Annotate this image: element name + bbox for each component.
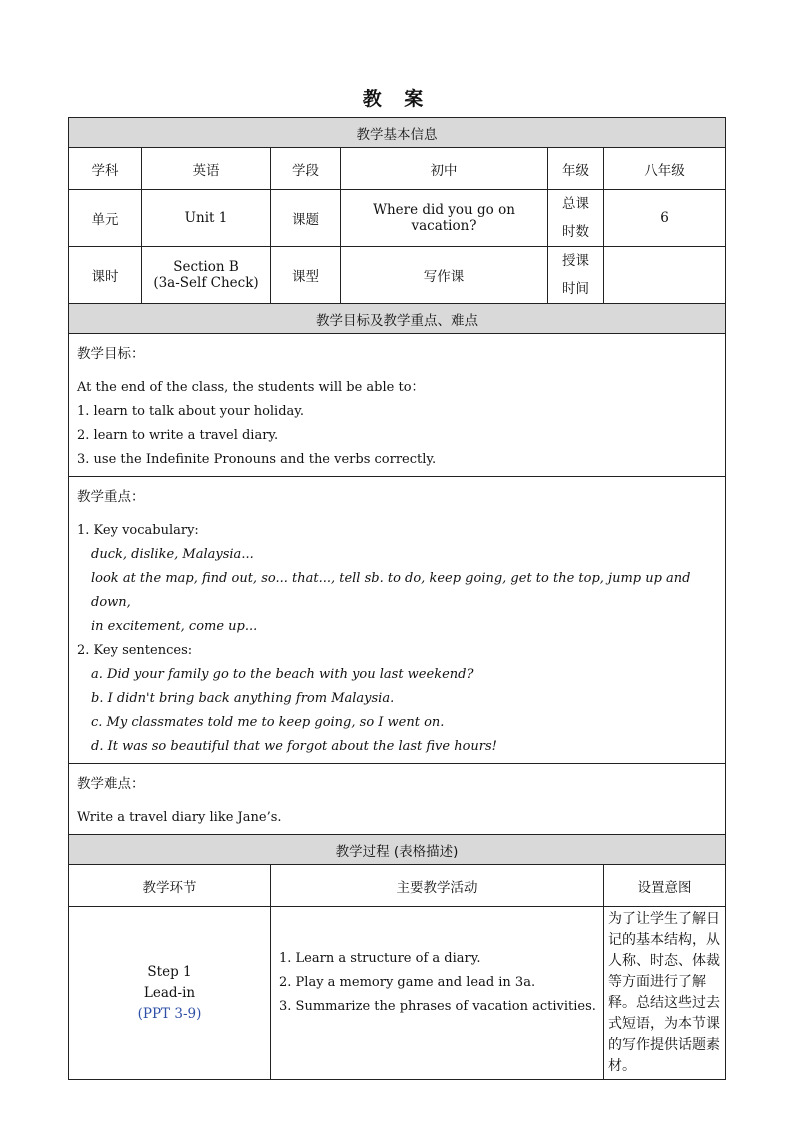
header-step: 教学环节	[69, 865, 271, 907]
unit-value: Unit 1	[142, 190, 271, 247]
step1-activities-cell	[271, 907, 604, 1080]
class-time-label	[548, 247, 604, 304]
period-line-1: Section B	[173, 259, 239, 275]
key-sentence: a. Did your family go to the beach with you last weekend?	[91, 667, 474, 682]
grade-label: 年级	[548, 148, 604, 190]
difficulty-heading: 教学难点：	[77, 776, 145, 792]
subject-label: 学科	[69, 148, 142, 190]
step1-sub: Lead-in	[143, 984, 196, 1001]
vocab-line: duck, dislike, Malaysia...	[91, 547, 254, 562]
topic-label: 课题	[271, 190, 341, 247]
period-line-2: (3a-Self Check)	[153, 275, 259, 291]
subject-value: 英语	[142, 148, 271, 190]
class-time-value	[604, 247, 726, 304]
document-title: 教 案	[362, 88, 432, 110]
step1-name: Step 1	[147, 963, 192, 980]
objective-item: 3. use the Indefinite Pronouns and the verbs correctly.	[77, 452, 437, 467]
difficulty-text: Write a travel diary like Jane’s.	[77, 810, 282, 825]
unit-label: 单元	[69, 190, 142, 247]
type-label: 课型	[271, 247, 341, 304]
objective-item: 2. learn to write a travel diary.	[77, 428, 279, 443]
step1-cell	[69, 907, 271, 1080]
objectives-heading: 教学目标：	[77, 346, 145, 362]
activity-item: 2. Play a memory game and lead in 3a.	[279, 975, 536, 990]
key-sentence: d. It was so beautiful that we forgot about the last five hours!	[91, 739, 497, 754]
total-label-line-2: 时数	[562, 224, 589, 240]
lesson-plan-table	[68, 117, 726, 1080]
section-goals: 教学目标及教学重点、难点	[69, 304, 726, 334]
period-value	[142, 247, 271, 304]
topic-value	[341, 190, 548, 247]
level-value: 初中	[341, 148, 548, 190]
vocab-line: in excitement, come up...	[91, 619, 258, 634]
activity-item: 1. Learn a structure of a diary.	[279, 951, 481, 966]
objectives-intro: At the end of the class, the students will be able to：	[77, 380, 425, 395]
objective-item: 1. learn to talk about your holiday.	[77, 404, 305, 419]
type-value: 写作课	[341, 247, 548, 304]
topic-line-2: vacation?	[411, 218, 477, 234]
key-sentence: c. My classmates told me to keep going, so I went on.	[91, 715, 445, 730]
header-purpose: 设置意图	[604, 865, 726, 907]
total-label-line-1: 总课	[562, 196, 589, 212]
sentences-label: 2. Key sentences:	[77, 643, 193, 658]
total-hours-value: 6	[604, 190, 726, 247]
time-label-line-2: 时间	[562, 281, 589, 297]
period-label: 课时	[69, 247, 142, 304]
header-activities: 主要教学活动	[271, 865, 604, 907]
vocab-line: look at the map, find out, so... that..., tell sb. to do, keep going, get to the top, jump up and down,	[91, 571, 691, 610]
level-label: 学段	[271, 148, 341, 190]
grade-value: 八年级	[604, 148, 726, 190]
activity-item: 3. Summarize the phrases of vacation activities.	[279, 999, 596, 1014]
topic-line-1: Where did you go on	[373, 202, 515, 218]
key-points-heading: 教学重点：	[77, 489, 145, 505]
section-process: 教学过程 (表格描述)	[69, 835, 726, 865]
key-points-cell	[69, 477, 726, 764]
step1-ppt: (PPT 3-9)	[137, 1005, 202, 1022]
total-hours-label	[548, 190, 604, 247]
difficulty-cell	[69, 764, 726, 835]
vocab-label: 1. Key vocabulary:	[77, 523, 199, 538]
section-basic-info: 教学基本信息	[69, 118, 726, 148]
objectives-cell	[69, 334, 726, 477]
time-label-line-1: 授课	[562, 253, 589, 269]
key-sentence: b. I didn't bring back anything from Malaysia.	[91, 691, 395, 706]
step1-purpose: 为了让学生了解日记的基本结构，从人称、时态、体裁等方面进行了解释。总结这些过去式短语，为本节课的写作提供话题素材。	[604, 907, 726, 1080]
